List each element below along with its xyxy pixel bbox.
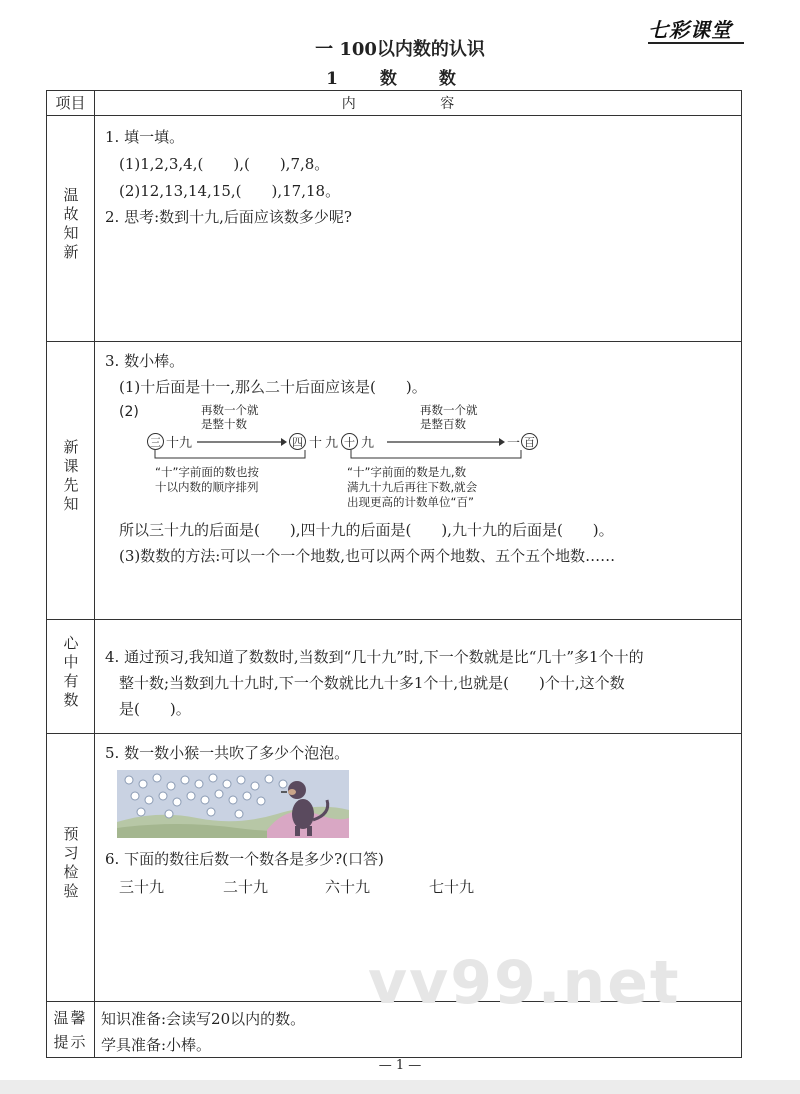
- left-hint-2: 是整十数: [201, 417, 247, 431]
- right-note-2: 满九十九后再往下数,就会: [347, 480, 478, 494]
- right-note-1: “十”字前面的数是九,数: [347, 465, 467, 479]
- right-start: [325, 432, 374, 451]
- label-check-text: 预习检验: [61, 826, 80, 902]
- brand-text: 七彩课堂: [648, 18, 732, 42]
- left-note-1: “十”字前面的数也按: [155, 465, 259, 479]
- monkey-bubbles-image: [117, 770, 349, 838]
- number-1: 三十九: [119, 878, 165, 896]
- q4-line2: 整十数;当数到九十九时,下一个数就比九十多1个十,也就是( )个十,这个数: [119, 674, 625, 692]
- right-arrow: [387, 438, 505, 446]
- q4-line3: 是( )。: [119, 700, 191, 718]
- right-end-text: 一: [507, 436, 521, 451]
- bubbles-illustration: [117, 770, 349, 838]
- left-arrow: [197, 438, 287, 446]
- right-hint-1: 再数一个就: [420, 403, 478, 417]
- section-label-understand: [47, 620, 95, 734]
- right-bracket: [325, 450, 525, 462]
- right-note-3: 出现更高的计数单位“百”: [347, 495, 474, 509]
- right-circle-10: 十: [341, 433, 358, 450]
- section-understand-content: [95, 620, 742, 734]
- q1b: (2)12,13,14,15,( ),17,18。: [119, 182, 341, 200]
- right-start-text-1: 九: [325, 436, 339, 451]
- left-end: [289, 432, 322, 451]
- right-circle-100: 百: [521, 433, 538, 450]
- section-review: [47, 116, 742, 342]
- left-end-text: 十: [309, 436, 323, 451]
- q3: 3. 数小棒。: [105, 352, 185, 370]
- header-content-text: 内 容: [341, 96, 495, 112]
- tip-1: 知识准备:会读写20以内的数。: [101, 1010, 306, 1028]
- watermark: vv99.net: [368, 948, 681, 1018]
- worksheet-table: [46, 90, 742, 1058]
- number-3: 六十九: [325, 878, 371, 896]
- section-preview-content: [95, 342, 742, 620]
- header-content: [95, 91, 742, 116]
- left-hint-1: 再数一个就: [201, 403, 259, 417]
- unit-title: 一 100以内数的认识: [315, 39, 485, 60]
- q1: 1. 填一填。: [105, 128, 185, 146]
- q3b-label: (2): [119, 404, 139, 420]
- label-understand-text: 心中有数: [61, 635, 80, 711]
- section-preview: [47, 342, 742, 620]
- label-review-text: 温故知新: [61, 187, 80, 263]
- right-hint-2: 是整百数: [420, 417, 466, 431]
- left-start-text: 十九: [166, 436, 193, 451]
- header-row: [47, 91, 742, 116]
- section-understand: [47, 620, 742, 734]
- section-label-review: [47, 116, 95, 342]
- page-number: — 1 —: [378, 1058, 422, 1073]
- section-label-preview: [47, 342, 95, 620]
- q3a: (1)十后面是十一,那么二十后面应该是( )。: [119, 378, 427, 396]
- section-label-tips: [47, 1002, 95, 1058]
- left-note-2: 十以内数的顺序排列: [155, 480, 259, 494]
- right-end: [507, 432, 538, 451]
- q5: 5. 数一数小猴一共吹了多少个泡泡。: [105, 744, 350, 762]
- left-bracket: [147, 450, 317, 462]
- header-item: 项目: [47, 91, 95, 116]
- left-circle-3: 三: [147, 433, 164, 450]
- label-preview-text: 新课先知: [61, 439, 80, 515]
- section-label-check: [47, 734, 95, 1002]
- q2: 2. 思考:数到十九,后面应该数多少呢?: [105, 208, 352, 226]
- label-tips-text: 温馨提示: [53, 1008, 88, 1051]
- diagram-right: [325, 402, 545, 512]
- q1a: (1)1,2,3,4,( ),( ),7,8。: [119, 155, 330, 173]
- q6: 6. 下面的数往后数一个数各是多少?(口答): [105, 850, 384, 868]
- left-circle-4: 四: [289, 433, 306, 450]
- lesson-title: 1 数 数: [326, 69, 474, 89]
- right-start-text-2: 九: [361, 436, 375, 451]
- q4-line1: 4. 通过预习,我知道了数数时,当数到“几十九”时,下一个数就是比“几十”多1个十的: [105, 648, 644, 666]
- bottom-bar: [0, 1080, 800, 1094]
- q3d: (3)数数的方法:可以一个一个地数,也可以两个两个地数、五个五个地数……: [119, 547, 616, 565]
- section-review-content: [95, 116, 742, 342]
- left-start: [147, 432, 192, 451]
- tip-2: 学具准备:小棒。: [101, 1036, 212, 1054]
- q3c: 所以三十九的后面是( ),四十九的后面是( ),九十九的后面是( )。: [119, 521, 614, 539]
- number-2: 二十九: [223, 878, 269, 896]
- number-4: 七十九: [429, 878, 475, 896]
